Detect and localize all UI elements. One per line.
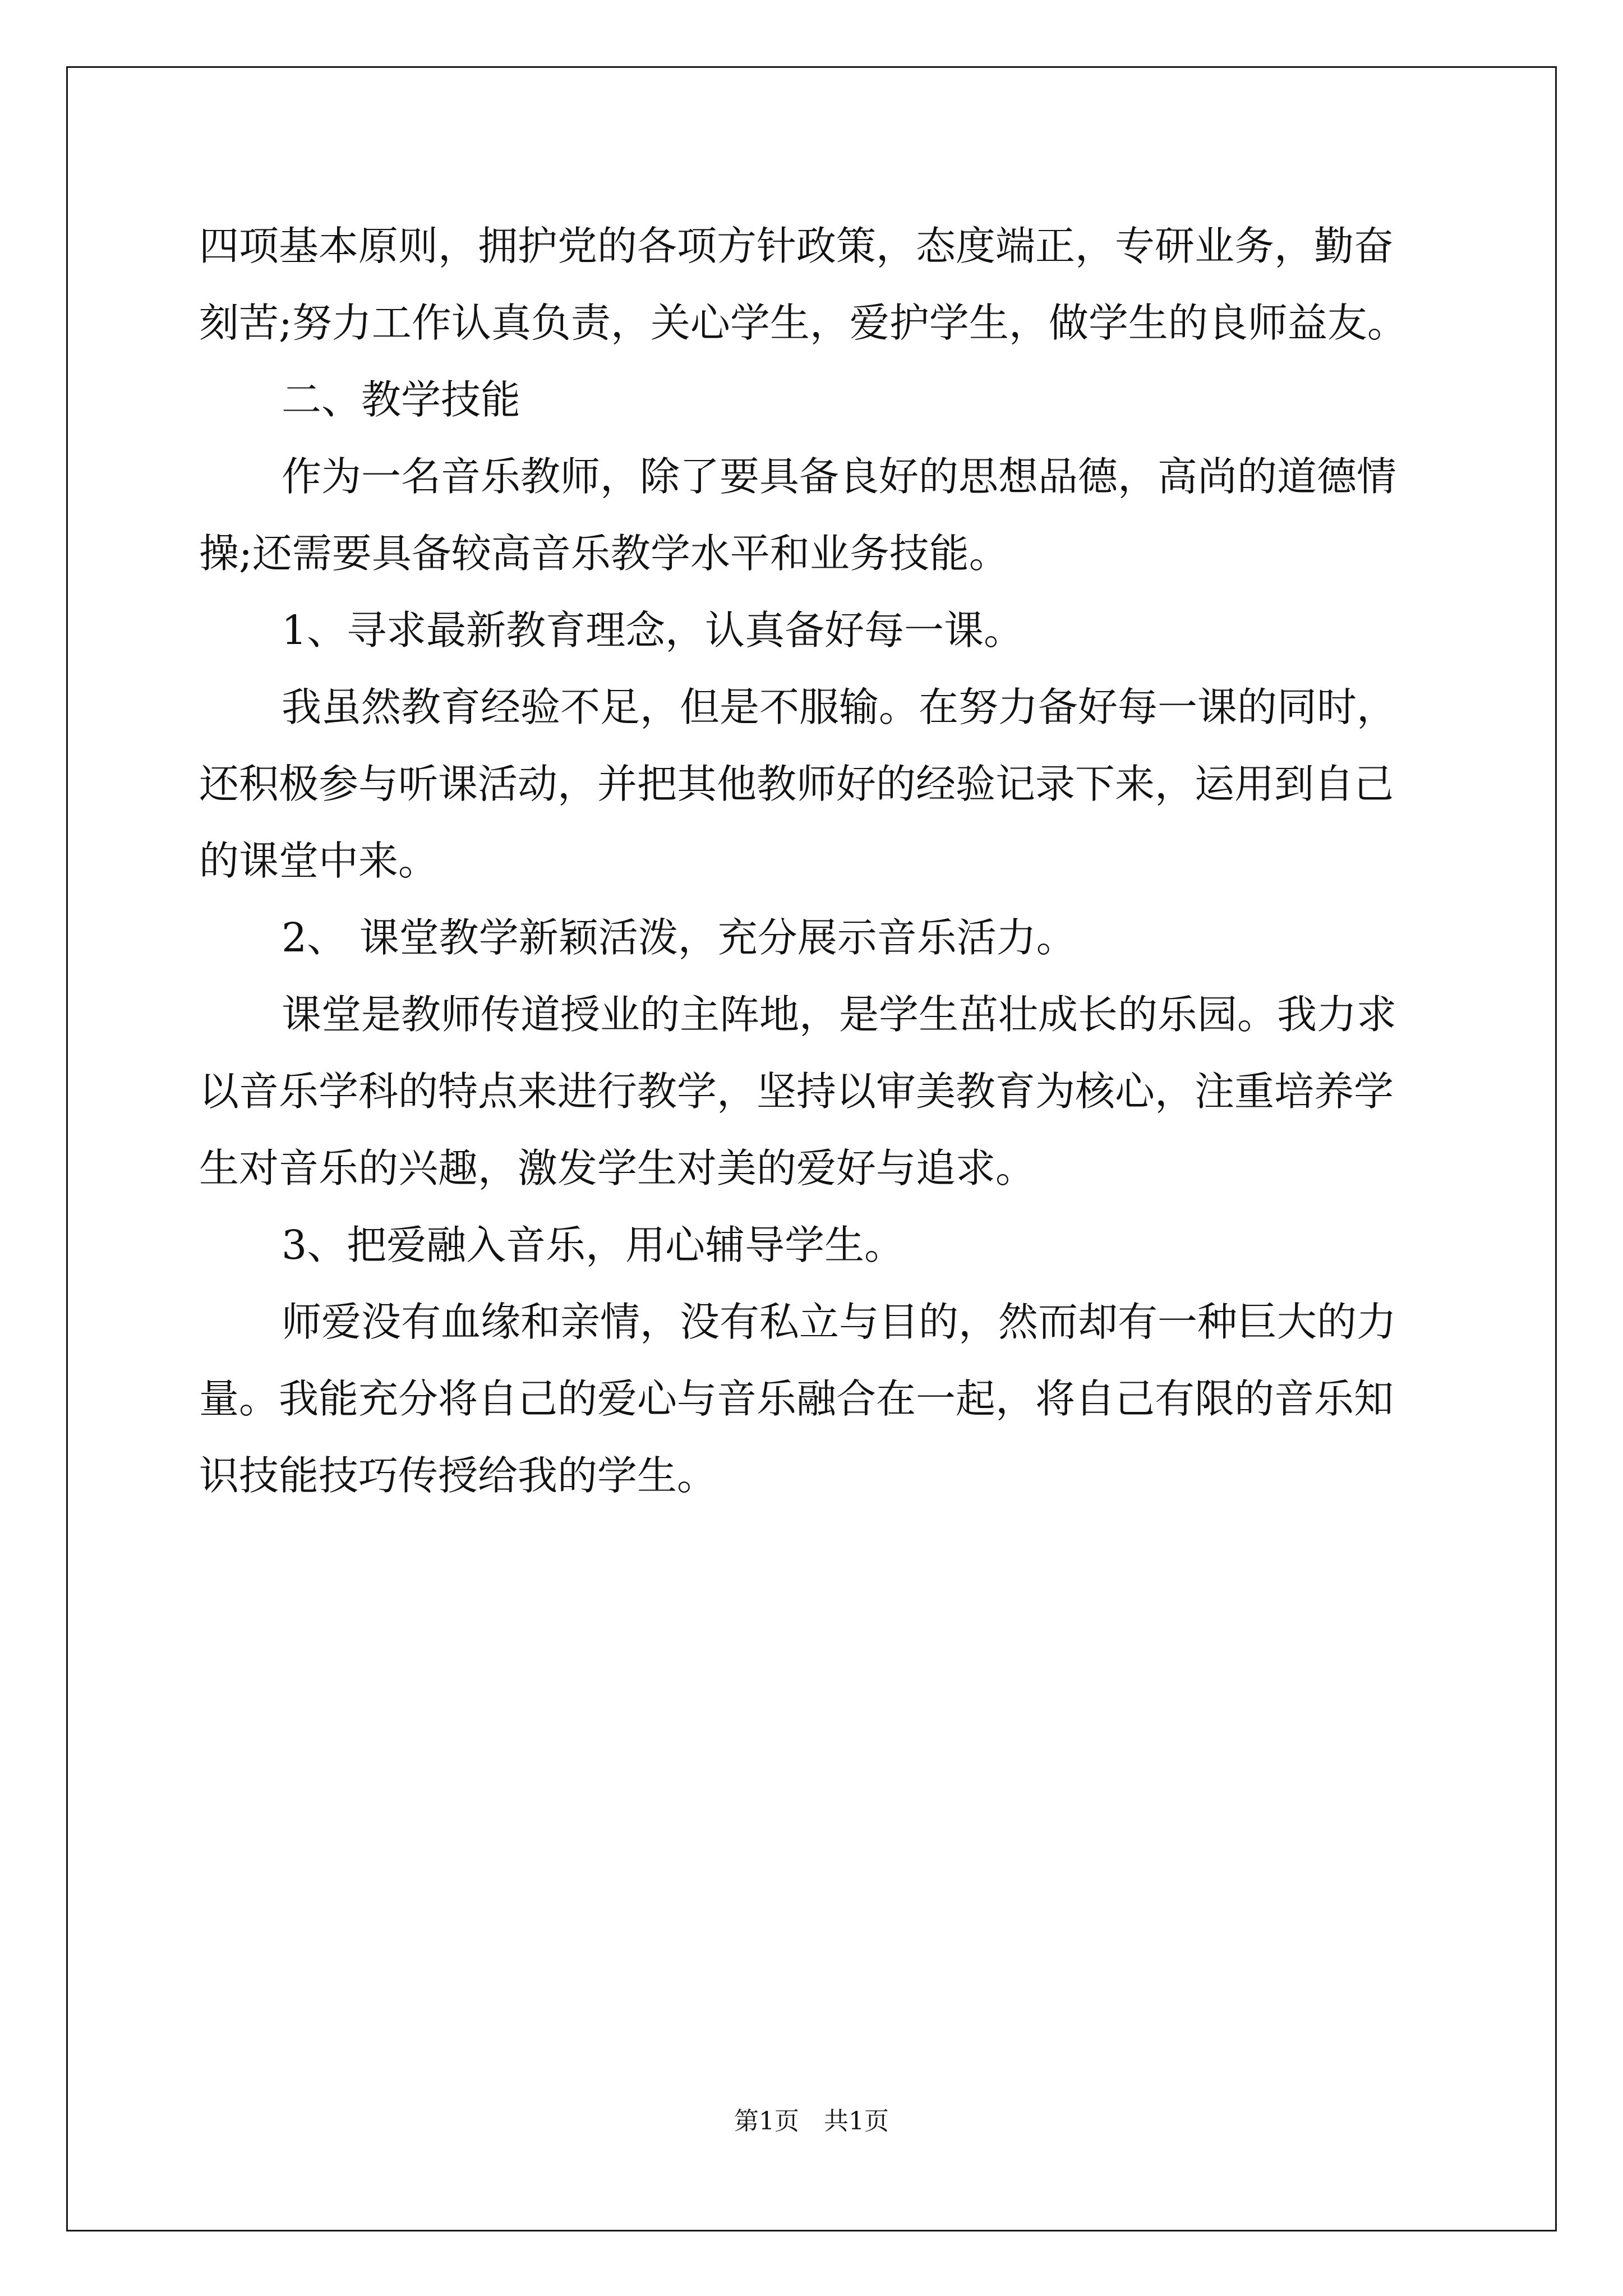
document-body [199, 208, 1455, 1514]
text-line: 还积极参与听课活动，并把其他教师好的经验记录下来，运用到自己 [199, 761, 1394, 807]
text-line: 以音乐学科的特点来进行教学，坚持以审美教育为核心，注重培养学 [199, 1068, 1394, 1115]
text-line: 生对音乐的兴趣，激发学生对美的爱好与追求。 [199, 1145, 1036, 1191]
subsection-heading: 1、寻求最新教育理念，认真备好每一课。 [282, 607, 1024, 654]
text-line: 我虽然教育经验不足，但是不服输。在努力备好每一课的同时， [282, 684, 1397, 730]
page-footer: 第1页 共1页 [734, 2107, 889, 2136]
text-line: 作为一名音乐教师，除了要具备良好的思想品德，高尚的道德情 [282, 453, 1397, 500]
text-line: 量。我能充分将自己的爱心与音乐融合在一起，将自己有限的音乐知 [199, 1375, 1394, 1422]
text-line: 四项基本原则，拥护党的各项方针政策，态度端正，专研业务，勤奋 [199, 223, 1394, 269]
text-line: 识技能技巧传授给我的学生。 [199, 1452, 717, 1499]
text-line: 的课堂中来。 [199, 838, 439, 884]
section-heading: 二、教学技能 [282, 376, 521, 423]
subsection-heading: 2、 课堂教学新颖活泼，充分展示音乐活力。 [282, 914, 1076, 961]
text-line: 课堂是教师传道授业的主阵地，是学生茁壮成长的乐园。我力求 [282, 991, 1397, 1038]
text-line: 刻苦;努力工作认真负责，关心学生，爱护学生，做学生的良师益友。 [199, 300, 1407, 346]
text-line: 师爱没有血缘和亲情，没有私立与目的，然而却有一种巨大的力 [282, 1299, 1397, 1345]
text-line: 操;还需要具备较高音乐教学水平和业务技能。 [199, 530, 1009, 577]
subsection-heading: 3、把爱融入音乐，用心辅导学生。 [282, 1222, 905, 1268]
